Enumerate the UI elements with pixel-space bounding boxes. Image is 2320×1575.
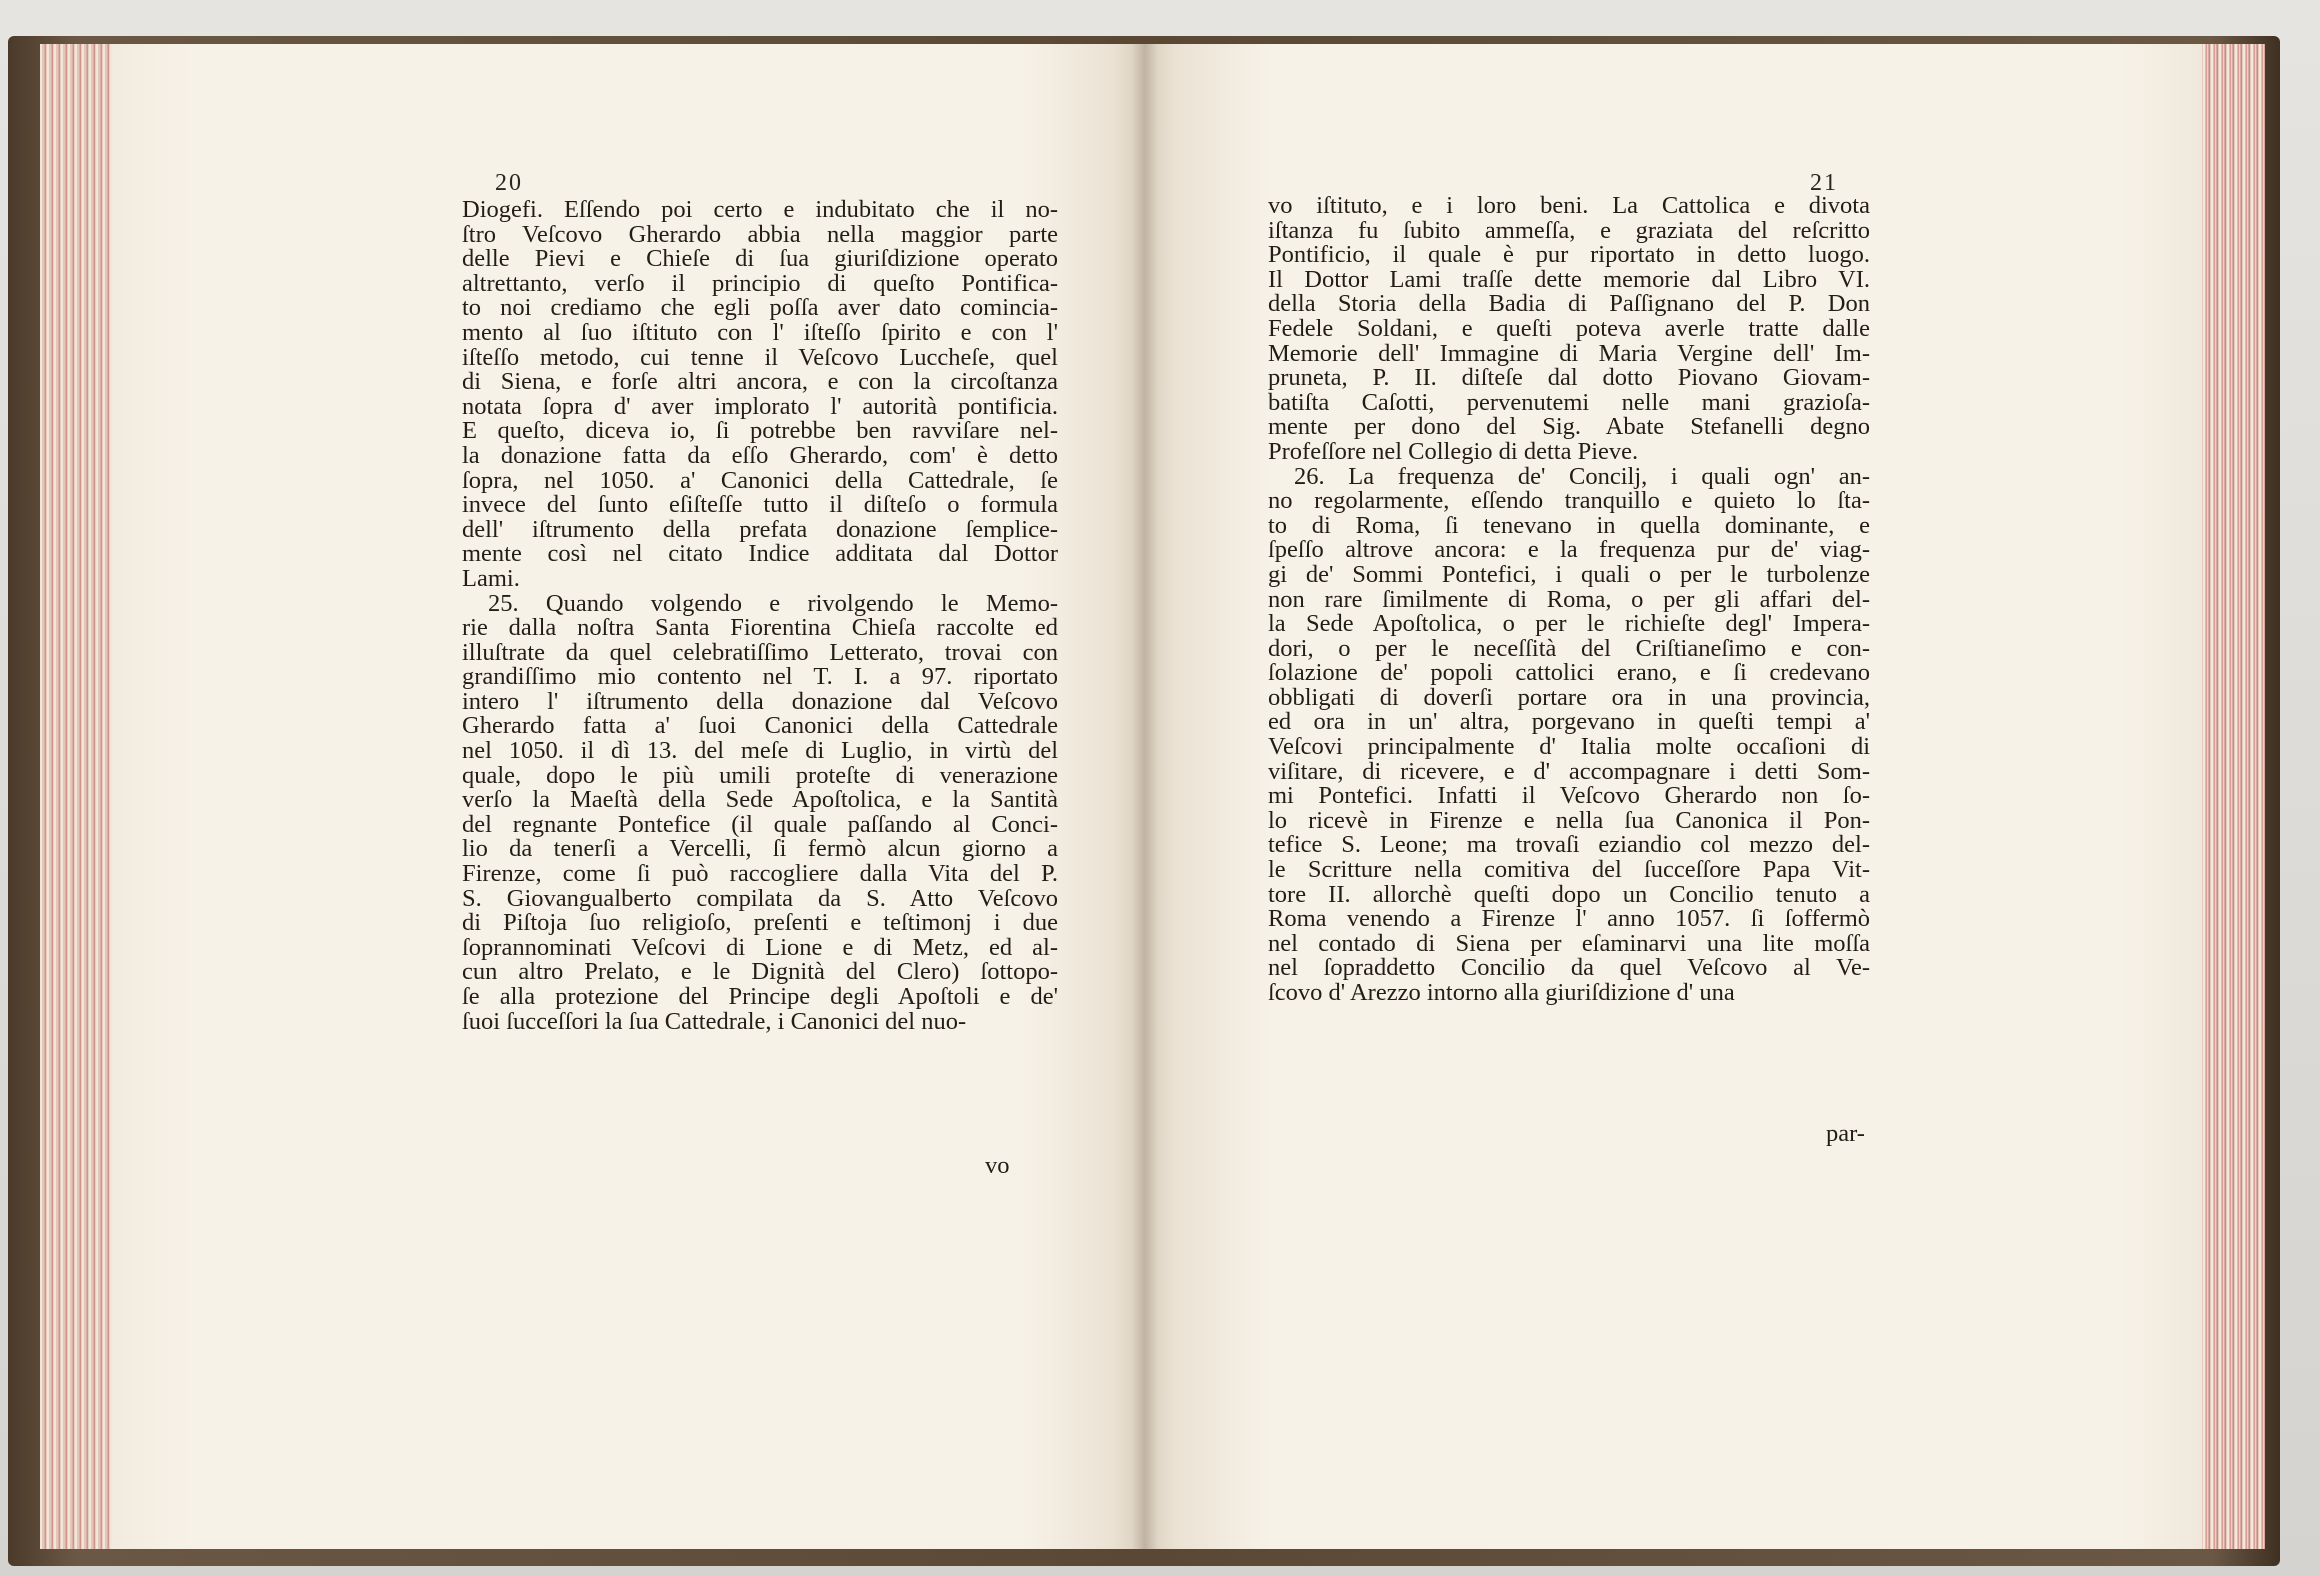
text-line: le Scritture nella comitiva del ſucceſſore Papa Vit- (1268, 856, 1870, 884)
text-line: dell' iſtrumento della prefata donazione ſemplice- (462, 515, 1058, 543)
text-line: tore II. allorchè queſti dopo un Concilio tenuto a (1268, 880, 1870, 908)
text-line: obbligati di doverſi portare ora in una provincia, (1268, 683, 1870, 711)
text-line: Pontificio, il quale è pur riportato in detto luogo. (1268, 241, 1870, 269)
text-line: notata ſopra d' aver implorato l' autorità pontificia. (462, 392, 1058, 420)
left-page-edges (40, 44, 120, 1549)
text-line: Fedele Soldani, e queſti poteva averle tratte dalle (1268, 314, 1870, 342)
text-line: batiſta Caſotti, pervenutemi nelle mani grazioſa- (1268, 388, 1870, 416)
text-line: Lami. (462, 564, 520, 592)
right-catchword: par- (1826, 1120, 1865, 1147)
text-line: tefice S. Leone; ma trovaſi eziandio col mezzo del- (1268, 831, 1870, 859)
right-page-number: 21 (1810, 170, 1838, 196)
text-line: pruneta, P. II. diſteſe dal dotto Piovano Giovam- (1268, 364, 1870, 392)
text-line: mi Pontefici. Infatti il Veſcovo Gherardo non ſo- (1268, 782, 1870, 810)
text-line: Memorie dell' Immagine di Maria Vergine dell' Im- (1268, 339, 1870, 367)
text-line: lo ricevè in Firenze e nella ſua Canonica il Pon- (1268, 806, 1870, 834)
book-gutter (1132, 44, 1158, 1549)
text-line: la donazione fatta da eſſo Gherardo, com' è detto (462, 441, 1058, 469)
right-page-text (1268, 194, 1870, 1006)
text-line: to noi crediamo che egli poſſa aver dato comincia- (462, 294, 1058, 322)
left-catchword: vo (985, 1152, 1010, 1179)
text-line: delle Pievi e Chieſe di ſua giuriſdizione operato (462, 245, 1058, 273)
text-line: quale, dopo le più umili proteſte di venerazione (462, 761, 1058, 789)
left-page-number: 20 (495, 170, 523, 196)
text-line: ed ora in un' altra, porgevano in queſti tempi a' (1268, 708, 1870, 736)
text-line: mente per dono del Sig. Abate Stefanelli degno (1268, 413, 1870, 441)
text-line: iſtanza fu ſubito ammeſſa, e graziata del reſcritto (1268, 216, 1870, 244)
text-line: ſoprannominati Veſcovi di Lione e di Metz, ed al- (462, 933, 1058, 961)
text-line: ſcovo d' Arezzo intorno alla giuriſdizione d' una (1268, 979, 1735, 1006)
text-line: mente così nel citato Indice additata dal Dottor (462, 540, 1058, 568)
text-line: ſe alla protezione del Principe degli Apoſtoli e de' (462, 983, 1058, 1010)
text-line: nel ſopraddetto Concilio da quel Veſcovo al Ve- (1268, 954, 1870, 982)
text-line: ſpeſſo altrove ancora: e la frequenza pur de' viag- (1268, 536, 1870, 564)
text-line: invece del ſunto eſiſteſſe tutto il diſteſo o formula (462, 491, 1058, 519)
text-line: ſolazione de' popoli cattolici erano, e ſi credevano (1268, 659, 1870, 687)
text-line: to di Roma, ſi tenevano in quella dominante, e (1268, 511, 1870, 539)
text-line: altrettanto, verſo il principio di queſto Pontifica- (462, 269, 1058, 297)
text-line: Firenze, come ſi può raccogliere dalla Vita del P. (462, 860, 1058, 888)
text-line: 26. La frequenza de' Concilj, i quali ogn' an- (1294, 462, 1870, 490)
text-line: Gherardo fatta a' ſuoi Canonici della Cattedrale (462, 712, 1058, 740)
text-line: non rare ſimilmente di Roma, o per gli affari del- (1268, 585, 1870, 613)
text-line: del regnante Pontefice (il quale paſſando al Conci- (462, 810, 1058, 838)
text-line: gi de' Sommi Pontefici, i quali o per le turbolenze (1268, 560, 1870, 588)
text-line: S. Giovangualberto compilata da S. Atto Veſcovo (462, 884, 1058, 912)
text-line: viſitare, di ricevere, e d' accompagnare i detti Som- (1268, 757, 1870, 785)
text-line: intero l' iſtrumento della donazione dal Veſcovo (462, 687, 1058, 715)
text-line: ſuoi ſucceſſori la ſua Cattedrale, i Canonici del nuo- (462, 1007, 967, 1035)
text-line: cun altro Prelato, e le Dignità del Clero) ſottopo- (462, 958, 1058, 986)
text-line: ſtro Veſcovo Gherardo abbia nella maggior parte (462, 220, 1058, 248)
text-line: grandiſſimo mio contento nel T. I. a 97. riportato (462, 663, 1058, 691)
text-line: no regolarmente, eſſendo tranquillo e quieto lo ſta- (1268, 487, 1870, 515)
text-line: nel 1050. il dì 13. del meſe di Luglio, in virtù del (462, 737, 1058, 765)
text-line: dori, o per le neceſſità del Criſtianeſimo e con- (1268, 634, 1870, 662)
text-line: 25. Quando volgendo e rivolgendo le Memo- (488, 589, 1058, 617)
text-line: di Piſtoja ſuo religioſo, preſenti e teſtimonj i due (462, 909, 1058, 937)
text-line: Roma venendo a Firenze l' anno 1057. ſi ſoffermò (1268, 905, 1870, 933)
text-line: della Storia della Badia di Paſſignano del P. Don (1268, 290, 1870, 318)
text-line: Il Dottor Lami traſſe dette memorie dal Libro VI. (1268, 265, 1870, 293)
text-line: Veſcovi principalmente d' Italia molte occaſioni di (1268, 733, 1870, 761)
text-line: mento al ſuo iſtituto con l' iſteſſo ſpirito e con l' (462, 318, 1058, 346)
text-line: lio da tenerſi a Vercelli, ſi fermò alcun giorno a (462, 835, 1058, 863)
text-line: ſopra, nel 1050. a' Canonici della Cattedrale, ſe (462, 466, 1058, 494)
right-page-edges (2195, 44, 2265, 1549)
text-line: verſo la Maeſtà della Sede Apoſtolica, e la Santità (462, 786, 1058, 814)
text-line: vo iſtituto, e i loro beni. La Cattolica e divota (1268, 192, 1870, 219)
text-line: iſteſſo metodo, cui tenne il Veſcovo Luccheſe, quel (462, 343, 1058, 371)
text-line: la Sede Apoſtolica, o per le richieſte degl' Impera- (1268, 610, 1870, 638)
left-page-text (462, 198, 1058, 1034)
text-line: illuſtrate da quel celebratiſſimo Letterato, trovai con (462, 638, 1058, 666)
text-line: Profeſſore nel Collegio di detta Pieve. (1268, 437, 1639, 465)
text-line: E queſto, diceva io, ſi potrebbe ben ravviſare nel- (462, 417, 1058, 445)
text-line: nel contado di Siena per eſaminarvi una lite moſſa (1268, 929, 1870, 957)
text-line: Diogefi. Eſſendo poi certo e indubitato che il no- (462, 196, 1058, 223)
text-line: di Siena, e forſe altri ancora, e con la circoſtanza (462, 368, 1058, 396)
text-line: rie dalla noſtra Santa Fiorentina Chieſa raccolte ed (462, 614, 1058, 642)
